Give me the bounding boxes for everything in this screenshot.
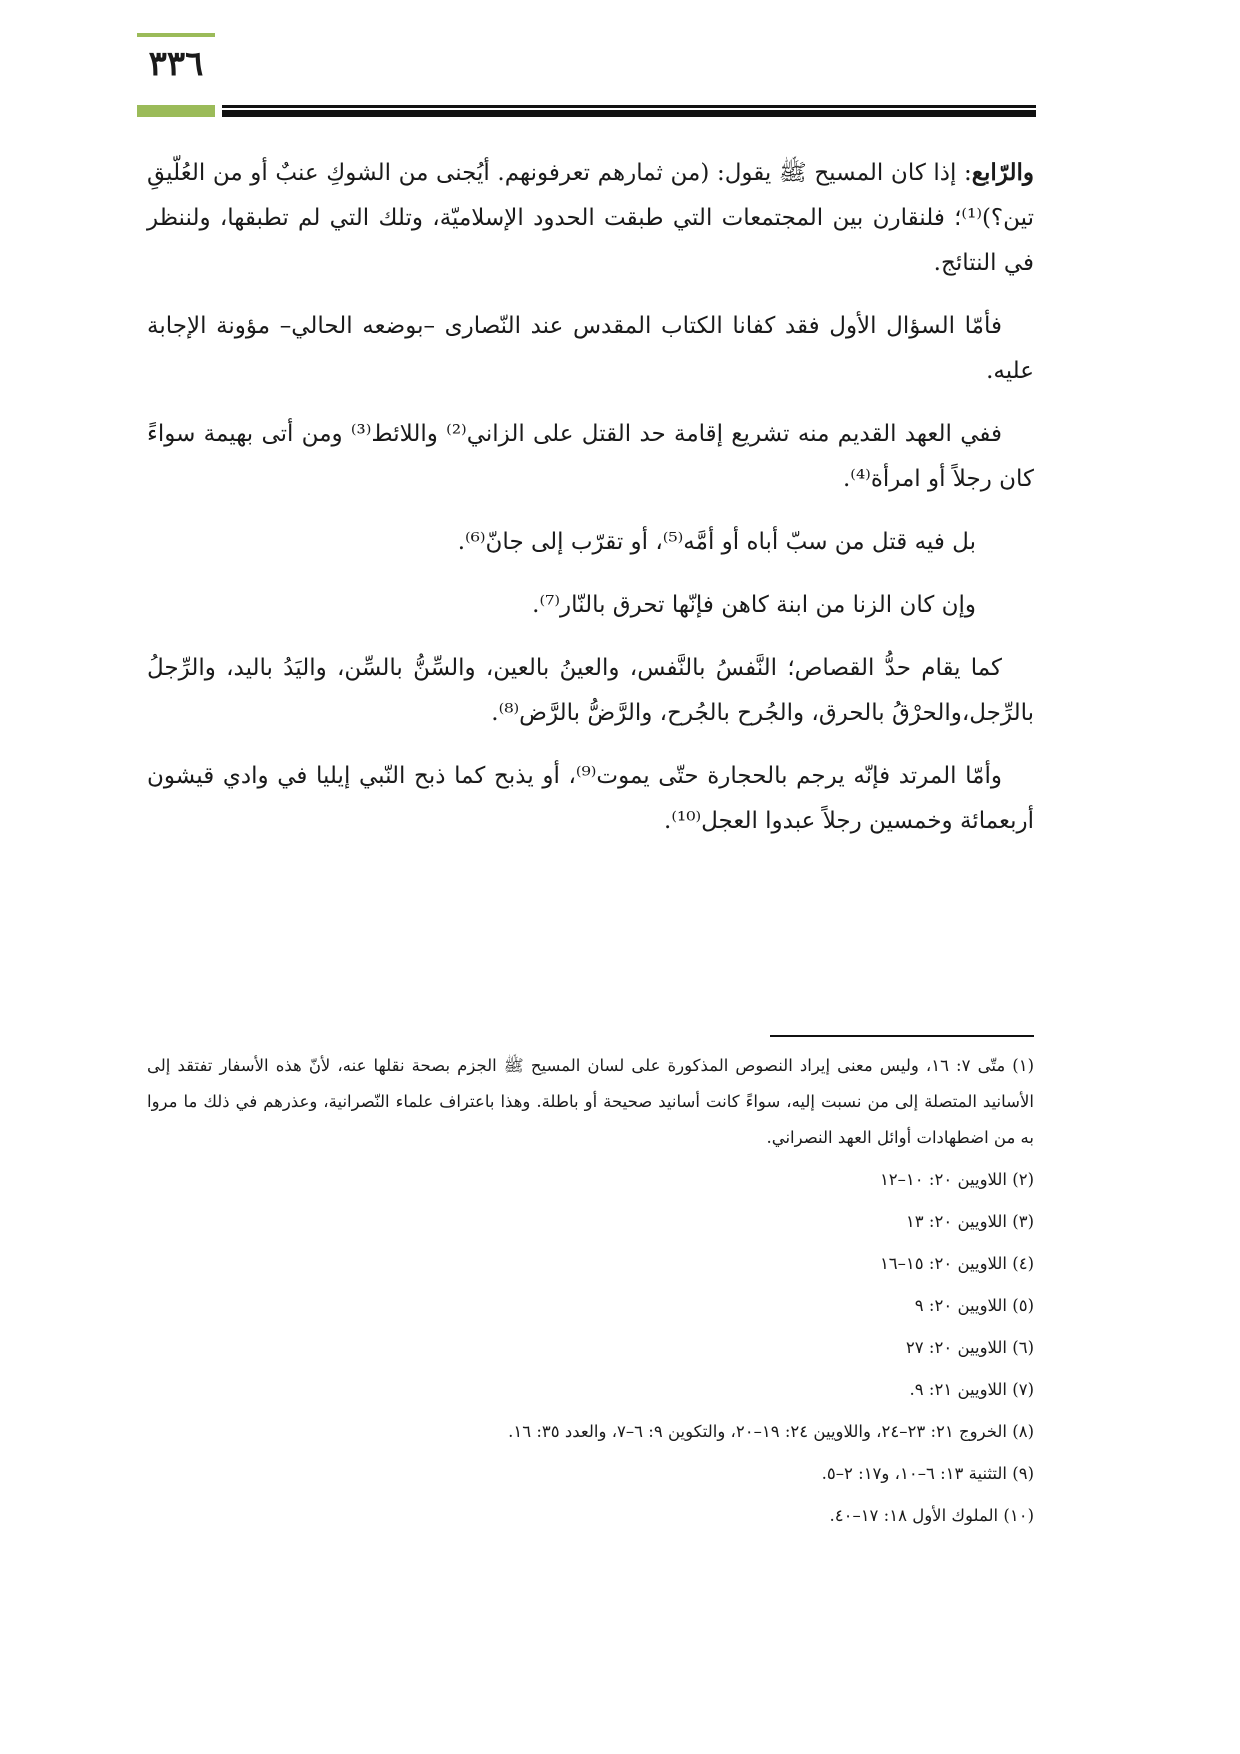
footnote-10: (١٠) الملوك الأول ١٨: ١٧–٤٠. [829,1506,1034,1525]
header-accent-bar-top [137,33,215,37]
paragraph-5: وإن كان الزنا من ابنة كاهن فإنّها تحرق بالنّار⁽⁷⁾. [532,592,976,618]
paragraph-2: فأمّا السؤال الأول فقد كفانا الكتاب المقدس عند النّصارى –بوضعه الحالي– مؤونة الإجابة عليه. [147,313,1034,384]
footnotes [147,1048,1034,1540]
body-text [147,150,1034,862]
footnote-8: (٨) الخروج ٢١: ٢٣–٢٤، واللاويين ٢٤: ١٩–٢٠، والتكوين ٩: ٦–٧، والعدد ٣٥: ١٦. [508,1422,1034,1441]
paragraph-7: وأمّا المرتد فإنّه يرجم بالحجارة حتّى يموت⁽⁹⁾، أو يذبح كما ذبح النّبي إيليا في وادي قيشون أربعمائة وخمسين رجلاً عبدوا العجل⁽¹⁰⁾. [147,763,1034,834]
footnote-9: (٩) التثنية ١٣: ٦–١٠، و١٧: ٢–٥. [821,1464,1034,1483]
footnote-4: (٤) اللاويين ٢٠: ١٥–١٦ [879,1254,1034,1273]
header-rule-thin [222,105,1036,108]
footnote-1: (١) متّى ٧: ١٦، وليس معنى إيراد النصوص المذكورة على لسان المسيح ﷺ الجزم بصحة نقلها عنه، لأنّ هذه الأسفار تفتقد إلى الأسانيد المتصلة إلى من نسبت إليه، سواءً كانت أسانيد صحيحة أو باطلة. وهذا باعتراف علماء النّصرانية، وعذرهم في ذلك ما مروا به من اضطهادات أوائل العهد النصراني. [147,1056,1034,1147]
paragraph-lead-word: والرّابع [971,159,1034,186]
footnote-3: (٣) اللاويين ٢٠: ١٣ [905,1212,1034,1231]
paragraph-3: ففي العهد القديم منه تشريع إقامة حد القتل على الزاني⁽²⁾ واللائط⁽³⁾ ومن أتى بهيمة سواءً كان رجلاً أو امرأة⁽⁴⁾. [147,421,1034,492]
footnote-5: (٥) اللاويين ٢٠: ٩ [914,1296,1034,1315]
header-accent-bar-bottom [137,105,215,117]
page-number: ٣٣٦ [148,44,204,84]
paragraph-6: كما يقام حدُّ القصاص؛ النَّفسُ بالنَّفس، والعينُ بالعين، والسِّنُّ بالسِّن، واليَدُ باليد، والرِّجلُ بالرِّجل،والحرْقُ بالحرق، والجُرح بالجُرح، والرَّضُّ بالرَّض⁽⁸⁾. [147,655,1034,726]
paragraph-4: بل فيه قتل من سبّ أباه أو أمَّه⁽⁵⁾، أو تقرّب إلى جانّ⁽⁶⁾. [457,529,976,555]
footnote-2: (٢) اللاويين ٢٠: ١٠–١٢ [879,1170,1034,1189]
header-rule-thick [222,110,1036,117]
footnote-7: (٧) اللاويين ٢١: ٩. [909,1380,1034,1399]
paragraph-1 [147,150,1034,286]
footnote-separator [770,1035,1034,1037]
paragraph-text: : إذا كان المسيح ﷺ يقول: (من ثمارهم تعرفونهم. أيُجنى من الشوكِ عنبٌ أو من العُلّيقِ تين؟)⁽¹⁾؛ فلنقارن بين المجتمعات التي طبقت الحدود الإسلاميّة، وتلك التي لم تطبقها، ولننظر في النتائج. [147,160,1034,276]
footnote-6: (٦) اللاويين ٢٠: ٢٧ [905,1338,1034,1357]
